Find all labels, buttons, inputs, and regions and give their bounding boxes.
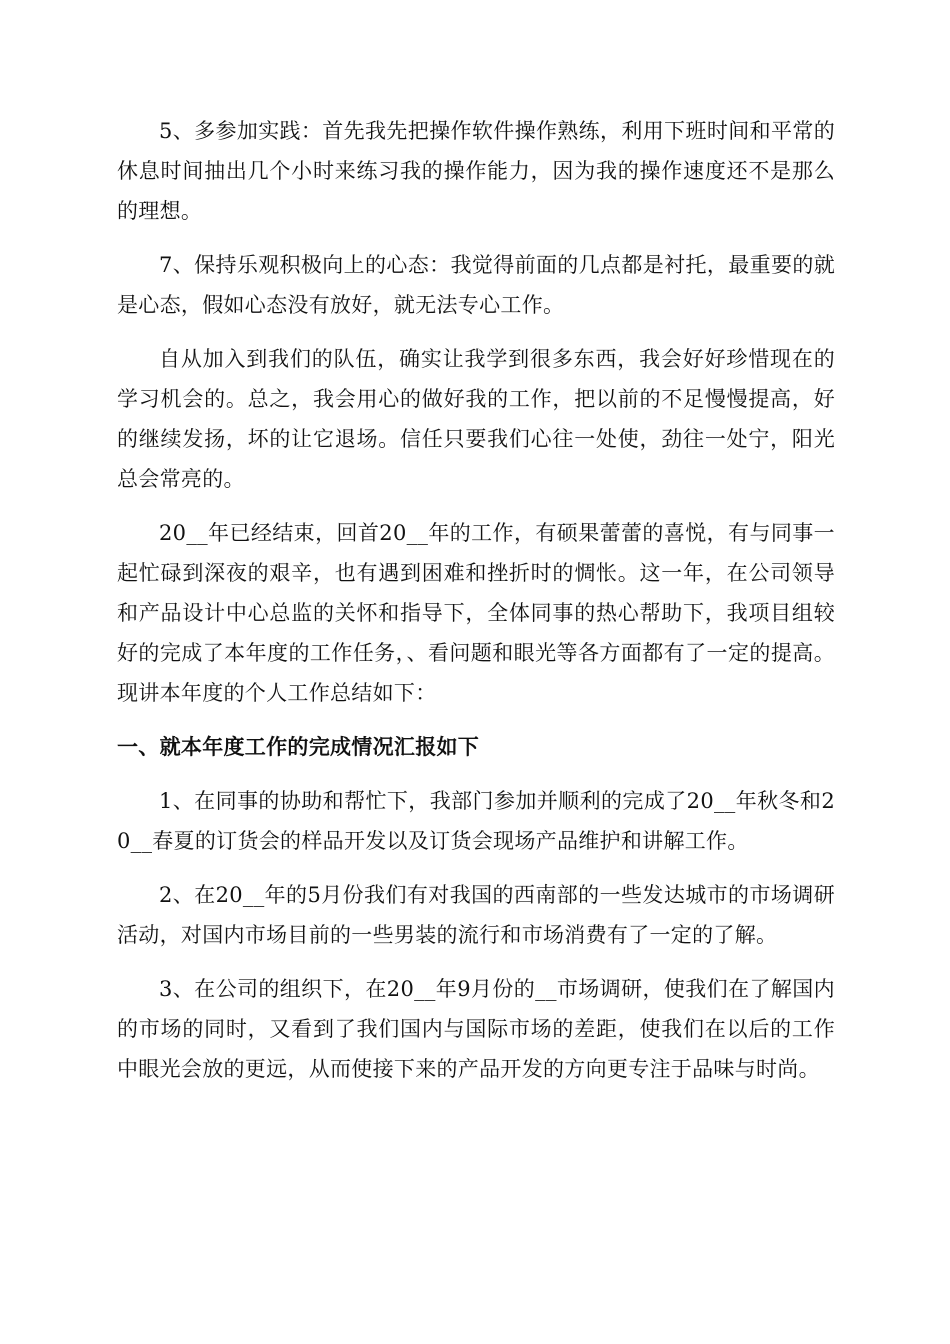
paragraph-year-review: 20__年已经结束，回首20__年的工作，有硕果蕾蕾的喜悦，有与同事一起忙碌到深夜的艰辛，也有遇到困难和挫折时的惆怅。这一年，在公司领导和产品设计中心总监的关怀和指导下，全体同事的热心帮助下，我项目组较好的完成了本年度的工作任务，、看问题和眼光等各方面都有了一定的提高。现讲本年度的个人工作总结如下： [117, 521, 835, 705]
section-heading: 一、就本年度工作的完成情况汇报如下 [117, 735, 480, 759]
paragraph-item-3: 3、在公司的组织下，在20__年9月份的__市场调研，使我们在了解国内的市场的同时，又看到了我们国内与国际市场的差距，使我们在以后的工作中眼光会放的更远，从而使接下来的产品开发的方向更专注于品味与时尚。 [117, 977, 835, 1081]
paragraph-team: 自从加入到我们的队伍，确实让我学到很多东西，我会好好珍惜现在的学习机会的。总之，我会用心的做好我的工作，把以前的不足慢慢提高，好的继续发扬，坏的让它退场。信任只要我们心往一处使，劲往一处宁，阳光总会常亮的。 [117, 347, 835, 491]
paragraph-item-2: 2、在20__年的5月份我们有对我国的西南部的一些发达城市的市场调研活动，对国内市场目前的一些男装的流行和市场消费有了一定的了解。 [117, 883, 835, 947]
paragraph-practice: 5、多参加实践：首先我先把操作软件操作熟练，利用下班时间和平常的休息时间抽出几个小时来练习我的操作能力，因为我的操作速度还不是那么的理想。 [117, 119, 835, 223]
paragraph-attitude: 7、保持乐观积极向上的心态：我觉得前面的几点都是衬托，最重要的就是心态，假如心态没有放好，就无法专心工作。 [117, 253, 835, 317]
document-body [117, 111, 835, 1103]
paragraph-item-1: 1、在同事的协助和帮忙下，我部门参加并顺利的完成了20__年秋冬和20__春夏的订货会的样品开发以及订货会现场产品维护和讲解工作。 [117, 789, 835, 853]
